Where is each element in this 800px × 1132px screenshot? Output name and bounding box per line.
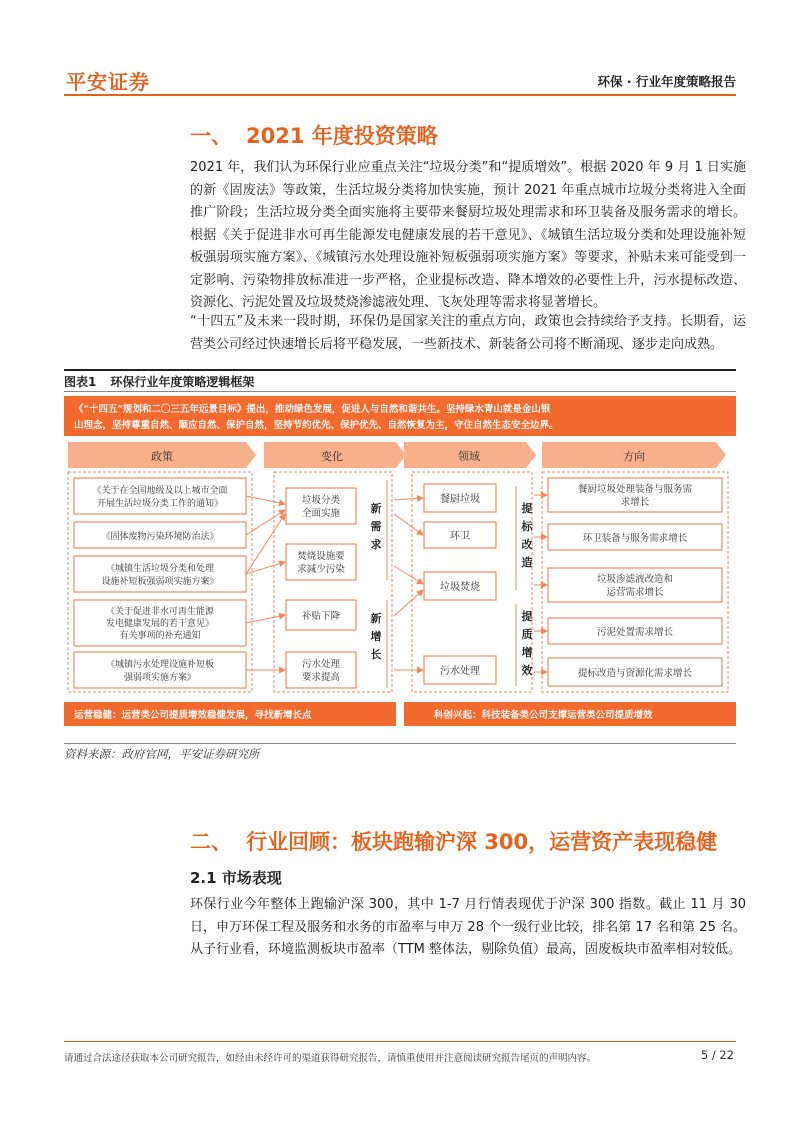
field-to-direction-arrows	[534, 495, 547, 672]
direction-2-line-1: 环卫装备与服务需求增长	[582, 533, 688, 544]
change-3-line-1: 补贴下降	[301, 611, 341, 622]
vlabel-new-growth-1: 新	[370, 612, 382, 625]
section1-heading	[190, 120, 438, 150]
field-3: 垃圾焚烧	[440, 582, 480, 593]
col-header-field: 领域	[458, 450, 480, 463]
page-number: 5 / 22	[700, 1048, 734, 1062]
banner-line-2: 山理念，坚持尊重自然、顺应自然、保护自然，坚持节约优先、保护优先、自然恢复为主，守住自然生态安全边界。	[74, 420, 559, 431]
policy-1-line-1: 《关于在全国地级及以上城市全面	[92, 486, 228, 496]
direction-4-line-1: 污泥处置需求增长	[596, 627, 674, 638]
policy-4-line-3: 有关事项的补充通知	[119, 631, 201, 641]
direction-5-line-1: 提标改造与资源化需求增长	[577, 668, 693, 679]
change-4-line-1: 污水处理	[301, 659, 341, 670]
section2-heading	[190, 826, 717, 856]
banner-line-1: 《“十四五”规划和二〇三五年远景目标》提出，推动绿色发展，促进人与自然和谐共生。坚持绿水青山就是金山银	[74, 404, 551, 415]
section2-title: 行业回顾：板块跑输沪深 300，运营资产表现稳健	[246, 830, 718, 854]
policy-1-line-2: 开展生活垃圾分类工作的通知》	[96, 499, 224, 509]
figure-bottom-rule	[64, 743, 736, 744]
change-1-line-2: 全面实施	[301, 508, 341, 519]
col-header-direction: 方向	[623, 450, 645, 463]
section1-para2: “十四五”及未来一段时期，环保仍是国家关注的重点方向，政策也会持续给予支持。长期看，运营类公司经过快速增长后将平稳发展，一些新技术、新装备公司将不断涌现、逐步走向成熟。	[190, 314, 746, 352]
change-1-line-1: 垃圾分类	[301, 495, 341, 506]
direction-1-line-2: 求增长	[620, 497, 650, 508]
vlabel-quality-1: 提	[521, 610, 533, 623]
change-2-line-1: 焚烧设施要	[297, 551, 345, 562]
company-logo: 平安证券	[66, 70, 150, 94]
direction-1-line-1: 餐厨垃圾处理装备与服务需	[577, 484, 693, 495]
policy-5-line-1: 《城镇污水处理设施补短板	[105, 660, 215, 670]
report-title: 环保 · 行业年度策略报告	[597, 74, 736, 89]
field-4: 污水处理	[440, 666, 480, 677]
figure-source: 资料来源：政府官网，平安证券研究所	[64, 747, 260, 761]
vlabel-upgrade-4: 造	[521, 556, 533, 569]
change-2-line-2: 求减少污染	[297, 564, 345, 575]
field-2: 环卫	[450, 531, 470, 542]
strategy-framework-diagram	[64, 394, 736, 740]
policy-4-line-2: 发电健康发展的若干意见》	[105, 619, 215, 629]
vlabel-new-growth-3: 长	[370, 648, 382, 661]
vlabel-quality-4: 效	[521, 664, 533, 677]
vlabel-upgrade-3: 改	[521, 538, 533, 551]
figure-caption-rule	[64, 391, 736, 392]
change-to-field-arrows	[394, 498, 423, 670]
policy-3-line-1: 《城镇生活垃圾分类和处理	[105, 564, 215, 574]
header-divider	[64, 94, 736, 96]
change-4-line-2: 要求提高	[301, 672, 341, 683]
policy-4-line-1: 《关于促进非水可再生能源	[105, 607, 215, 617]
vlabel-new-demand-3: 求	[370, 538, 382, 551]
direction-3-line-2: 运营需求增长	[606, 587, 664, 598]
vlabel-new-demand-1: 新	[370, 502, 382, 515]
vlabel-quality-2: 质	[521, 628, 533, 641]
policy-5-line-2: 强弱项实施方案》	[123, 673, 197, 683]
figure-top-rule	[64, 369, 736, 371]
footer-disclaimer: 请通过合法途径获取本公司研究报告，如经由未经许可的渠道获得研究报告，请慎重使用并注意阅读研究报告尾页的声明内容。	[64, 1053, 597, 1064]
col-header-policy: 政策	[151, 450, 173, 463]
section2-para1: 环保行业今年整体上跑输沪深 300，其中 1-7 月行情表现优于沪深 300 指数。截止 11 月 30 日，申万环保工程及服务和水务的市盈率与申万 28 个一级行业比较，排名第 17 名和第 25 名。从子行业看，环境监测板块市盈率（TTM 整体法，剔除负值）最高，固废板块市盈率相对较低。	[190, 897, 746, 957]
section1-para1: 2021 年，我们认为环保行业应重点关注“垃圾分类”和“提质增效”。根据 2020 年 9 月 1 日实施的新《固废法》等政策，生活垃圾分类将加快实施，预计 2021 年重点城市垃圾分类将进入全面推广阶段；生活垃圾分类全面实施将主要带来餐厨垃圾处理需求和环卫装备及服务需求的增长。根据《关于促进非水可再生能源发电健康发展的若干意见》、《城镇生活垃圾分类和处理设施补短板强弱项实施方案》、《城镇污水处理设施补短板强弱项实施方案》等要求，补贴未来可能受到一定影响、污染物排放标准进一步严格，企业提标改造、降本增效的必要性上升，污水提标改造、资源化、污泥处置及垃圾焚烧渗滤液处理、飞灰处理等需求将显著增长。	[190, 160, 746, 310]
policy-2-line-1: 《固体废物污染环境防治法》	[101, 532, 219, 542]
vlabel-upgrade-2: 标	[521, 520, 533, 533]
field-1: 餐厨垃圾	[440, 494, 480, 505]
bottom-right-text: 科创兴起：科技装备类公司支撑运营类公司提质增效	[434, 710, 653, 721]
direction-3-line-1: 垃圾渗滤液改造和	[596, 574, 674, 585]
bottom-left-text: 运营稳健：运营类公司提质增效稳健发展，寻找新增长点	[74, 710, 312, 721]
vlabel-quality-3: 增	[521, 646, 533, 659]
footer-divider	[64, 1041, 736, 1042]
section2-subtitle: 2.1 市场表现	[190, 869, 282, 887]
section2-number: 二、	[190, 830, 232, 854]
figure-caption	[64, 373, 268, 390]
vlabel-upgrade-1: 提	[521, 502, 533, 515]
figure-title: 环保行业年度策略逻辑框架	[110, 375, 255, 389]
vlabel-new-demand-2: 需	[370, 520, 382, 533]
section1-title: 2021 年度投资策略	[246, 124, 438, 148]
policy-3-line-2: 设施补短板强弱项实施方案》	[101, 577, 219, 587]
vlabel-new-growth-2: 增	[370, 630, 382, 643]
figure-label: 图表1	[64, 375, 97, 389]
col-header-change: 变化	[321, 450, 343, 463]
section1-number: 一、	[190, 124, 232, 148]
